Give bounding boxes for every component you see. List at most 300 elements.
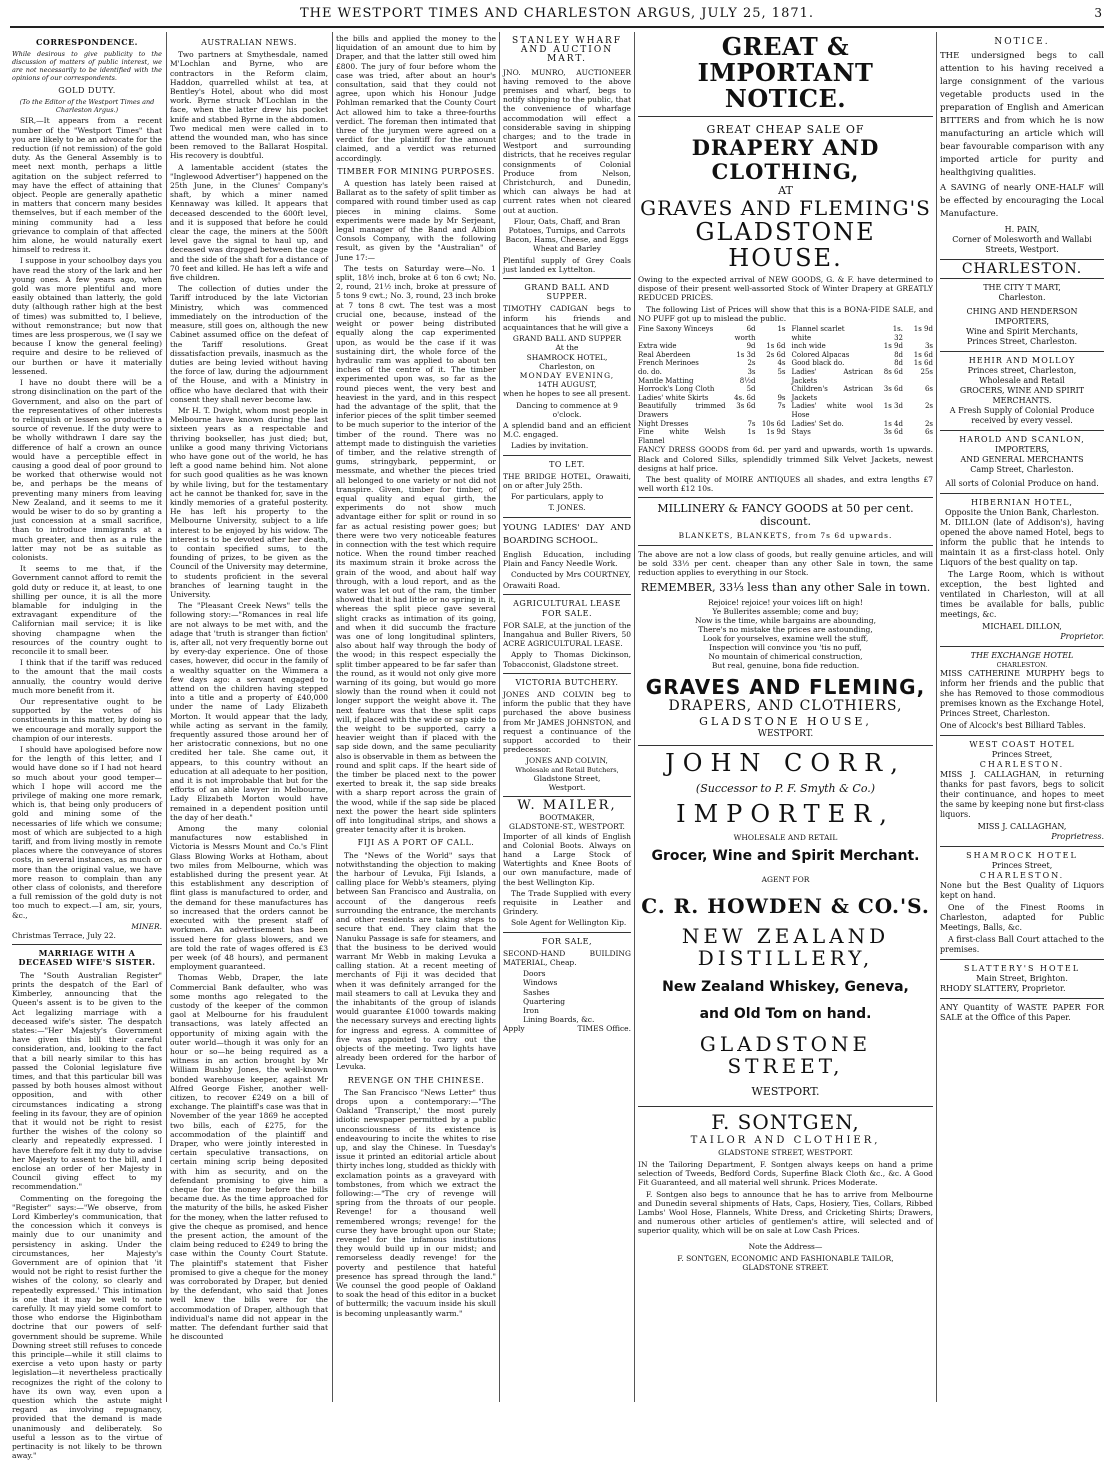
ad-text: TIMOTHY CADIGAN begs to inform his friends and acquaintances that he will give a bbox=[503, 304, 631, 332]
price-item: French Merinoes bbox=[638, 359, 699, 368]
column-news-continued bbox=[336, 34, 496, 1394]
price-value: 2s bbox=[924, 402, 933, 411]
ad-text: REMEMBER, 33⅓ less than any other Sale in town. bbox=[640, 581, 931, 595]
ad-title-stanley-wharf: STANLEY WHARF AND AUCTION MART. bbox=[511, 36, 623, 65]
price-row bbox=[792, 428, 934, 437]
article-paragraph: I suppose in your schoolboy days you have read the story of the lark and her young ones. A few years ago, when gold was more plentiful and more easily obtained than latterly, the gold duty (although rather high at the best of times) was submitted to, I believe, without remonstrance; but now that times are less prosperous, we (I say we because I know the general feeling) require and desire to be relieved of our burthen or have it materially lessened. bbox=[12, 256, 162, 376]
article-title: MARRIAGE WITH A DECEASED WIFE'S SISTER. bbox=[18, 948, 156, 968]
price-value: 2s bbox=[924, 419, 933, 428]
ad-text: A first-class Ball Court attached to the premises. bbox=[940, 935, 1104, 954]
ad-text: BOOTMAKER, bbox=[539, 813, 595, 823]
ad-text: THE CITY T MART, bbox=[983, 283, 1061, 292]
ad-text: Proprietress. bbox=[1051, 832, 1104, 841]
ad-text: A splendid band and an efficient M.C. engaged. bbox=[503, 420, 631, 440]
price-value: 1s 4d bbox=[883, 419, 903, 428]
column-divider bbox=[634, 32, 635, 1402]
ad-text: Grocer, Wine and Spirit Merchant. bbox=[651, 848, 920, 865]
divider bbox=[940, 735, 1104, 736]
masthead bbox=[0, 0, 1114, 26]
divider bbox=[940, 259, 1104, 260]
ad-text: BLANKETS, BLANKETS, from 7s 6d upwards. bbox=[678, 531, 893, 541]
divider bbox=[638, 1106, 933, 1107]
ad-text: M. DILLON (late of Addison's), having opened the above named Hotel, begs to inform the public that he intends to maintain it as a first-class hotel. Only Liquors of the best quality on tap. bbox=[940, 518, 1104, 567]
ad-text: One of Alcock's best Billiard Tables. bbox=[940, 721, 1086, 730]
divider bbox=[940, 646, 1104, 647]
price-value: 3s 6d bbox=[883, 428, 903, 437]
price-value: 3s 6d bbox=[736, 402, 756, 411]
newspaper-title: THE WESTPORT TIMES AND CHARLESTON ARGUS, JULY 25, 1871. bbox=[299, 6, 815, 21]
news-paragraph: Among the many colonial manufactures now established in Victoria is Messrs Mount and Co.'s Flint Glass Blowing Works at Hotham, about two miles from Melbourne, which was established during the present year. At this establishment any description of flint glass is manufactured to order, and the demand for these manufactures has so increased that the orders cannot be executed with the present staff of workmen. An advertisement has been issued here for glass blowers, and we are told the rate of wages offered is £3 per week (of 48 hours), and permanent employment guaranteed. bbox=[170, 824, 328, 972]
ad-title-for-sale: FOR SALE, bbox=[541, 936, 593, 946]
price-row bbox=[792, 334, 934, 343]
price-value: 1s 9d bbox=[766, 428, 786, 437]
sale-item: Sashes bbox=[523, 987, 550, 997]
ad-text: GROCERS, WINE AND SPIRIT bbox=[959, 386, 1085, 395]
price-value: 1s 6d bbox=[913, 359, 933, 368]
price-value: 5s bbox=[777, 367, 786, 376]
price-value: 9d bbox=[746, 342, 756, 351]
ad-text: Dancing to commence at 9 o'clock. bbox=[516, 400, 618, 419]
ad-text: JNO. MUNRO, AUCTIONEER having removed to the above premises and wharf, begs to notify shipping to the public, that the convenience of wharfage accommodation will effect a considerable saving in shipping charges; and to the trade in Westport and surrounding districts, that he receives regular consignments of Colonial Produce from Nelson, Christchurch, and Dunedin, which can always be had at current rates when not cleared out at auction. bbox=[503, 67, 631, 215]
ad-title-mailer: W. MAILER, bbox=[517, 798, 617, 814]
divider bbox=[638, 116, 933, 117]
ad-title-school: YOUNG LADIES' DAY AND BOARDING SCHOOL. bbox=[503, 522, 631, 546]
price-row bbox=[638, 359, 786, 368]
price-item: Fine white Welsh Flannel bbox=[638, 428, 726, 445]
verse-line: There's no mistake the prices are astounding, bbox=[698, 625, 873, 635]
ad-text: Gladstone Street, bbox=[533, 773, 601, 783]
column-small-ads bbox=[503, 34, 631, 1394]
ad-text: WESTPORT. bbox=[751, 1084, 820, 1098]
ad-text: HAROLD AND SCANLON, bbox=[959, 435, 1085, 444]
ad-text: Conducted by Mrs COURTNEY, bbox=[511, 569, 631, 579]
ad-text: The Large Room, which is without exception, the best lighted and ventilated in Charleston, will at all times be available for balls, public meetings, &c. bbox=[940, 570, 1104, 619]
ad-text: A Fresh Supply of Colonial Produce received by every vessel. bbox=[949, 406, 1095, 425]
price-value: 25s bbox=[920, 367, 933, 376]
ad-text: F. Sontgen also begs to announce that he has to arrive from Melbourne and Dunedin several shipments of Hats, Caps, Hosiery, Ties, Collars, Ribbed Lambs' Wool Hose, Flannels, White Dress, and Cricketing Shirts; Drawers, and numerous other articles of gentlemen's attire, will selected and of superior quality, which will be on sale at Low Cash Prices. bbox=[638, 1189, 933, 1236]
ad-text: Apply bbox=[503, 1024, 525, 1034]
verse-line: Rejoice! rejoice! your voices lift on high! bbox=[708, 598, 863, 608]
ad-text: DRAPERS, AND CLOTHIERS, bbox=[668, 698, 903, 715]
divider bbox=[940, 430, 1104, 431]
ad-title-grand-ball: GRAND BALL AND SUPPER. bbox=[524, 283, 610, 302]
column-divider bbox=[499, 32, 500, 1402]
ad-text: CHARLESTON. bbox=[979, 871, 1065, 880]
ad-text: English Education, including Plain and Fancy Needle Work. bbox=[503, 549, 631, 568]
price-value: 4s. 6d bbox=[734, 393, 756, 402]
ad-text: Plentiful supply of Grey Coals just landed ex Lyttelton. bbox=[503, 255, 631, 274]
price-list-left bbox=[638, 325, 786, 445]
price-value: 1s bbox=[747, 428, 756, 437]
divider bbox=[503, 455, 631, 456]
price-value: 2s 6d bbox=[766, 350, 786, 359]
ad-headline-notice: GREAT & IMPORTANT NOTICE. bbox=[697, 32, 874, 113]
price-item: Mantle Matting bbox=[638, 376, 694, 385]
article-title: REVENGE ON THE CHINESE. bbox=[347, 1075, 485, 1085]
article-title: GOLD DUTY. bbox=[58, 86, 116, 96]
price-value: 6d worth bbox=[734, 325, 756, 342]
column-divider bbox=[936, 32, 937, 1402]
ad-text: MERCHANTS. bbox=[992, 396, 1052, 405]
price-item: do. do. bbox=[638, 367, 662, 376]
news-paragraph: The collection of duties under the Tariff introduced by the late Victorian Ministry, which was commenced immediately on the introduction of the measure, still goes on, although the new Cabinet assumed office on the defeat of the Tariff resolutions. Great dissatisfaction prevails, inasmuch as the duties are being levied without having the force of law, during the adjournment of the House, and with a Ministry in office who have declared that with their consent they shall never become law. bbox=[170, 284, 328, 404]
price-value: 8d bbox=[894, 350, 903, 359]
ad-text: GLADSTONE STREET, WESTPORT. bbox=[718, 1147, 853, 1157]
ad-headline-howden: C. R. HOWDEN & CO.'S. bbox=[641, 893, 930, 918]
ad-text: Main Street, Brighton. bbox=[976, 974, 1068, 983]
ad-text: Westport. bbox=[548, 782, 586, 792]
article-paragraph: It seems to me that, if the Government cannot afford to remit the gold duty or reduce it, at least, to one shilling per ounce, it is all the more blamable for indulging in the extravagant expenditure of the Californian mail service; it is like shoving champagne when the resources of the country ought to reconcile it to small beer. bbox=[12, 564, 162, 656]
price-row bbox=[638, 368, 786, 377]
news-paragraph: The San Francisco "News Letter" thus drops upon a contemporary:—"The Oakland 'Transcript,' the most purely idiotic newspaper permitted by a public unconsciousness of its existence is endeavouring to incite the whites to rise up, and slay the Chinese. In Tuesday's issue it printed an editorial article about thirty inches long, studded as thickly with exclamation points as a graveyard with tombstones, from which we extract the following:—"The cry of revenge will spring from the throats of our people. Revenge! for a thousand well remembered wrongs; revenge! for the curse they have brought upon our State; revenge! for the infamous institutions they would build up in our midst; and remorseless deadly revenge! for the poverty and pestilence that hateful presence has spread through the land." We counsel the good people of Oakland to soak the head of this editor in a bucket of buttermilk; the vacuum inside his skull is becoming unpleasantly warm." bbox=[336, 1087, 497, 1318]
verse-line: Look for yourselves, examine well the stuff, bbox=[702, 634, 869, 644]
ad-headline-distillery: NEW ZEALAND DISTILLERY, bbox=[681, 923, 890, 970]
column-australian-news bbox=[170, 34, 328, 1394]
ad-text: Princes Street, bbox=[991, 861, 1053, 870]
price-row bbox=[638, 420, 786, 429]
price-value: 1s 3d bbox=[736, 350, 756, 359]
ad-text: Apply to Thomas Dickinson, Tobacconist, Gladstone street. bbox=[503, 650, 631, 669]
section-heading: CORRESPONDENCE. bbox=[36, 37, 138, 47]
ad-text: FOR SALE, at the junction of the Inangahua and Buller Rivers, 50 ACRE AGRICULTURAL LEASE. bbox=[503, 620, 631, 649]
news-paragraph: Mr H. T. Dwight, whom most people in Melbourne have known during the last sixteen years as a respectable and thriving bookseller, has just died; but, unlike a good many thriving Victorians who have gone out of the world, he has left a good name behind him. Not alone for such good qualities as he was known by while living, but for the testamentary act he cannot be thanked for, save in the kindly memories of a grateful posterity. He has left his property to the Melbourne University, subject to a life interest to be enjoyed by his widow. The interest is to be devoted after her death, to contain specified sums, to the founding of prizes, to be given as the Council of the University may determine, to students proficient in the several branches of learning taught in the University. bbox=[170, 405, 328, 599]
ad-text: when he hopes to see all present. bbox=[503, 389, 631, 399]
ad-text: Proprietor. bbox=[1060, 632, 1104, 641]
divider bbox=[940, 351, 1104, 352]
divider bbox=[940, 846, 1104, 847]
ad-headline-graves-fleming: GRAVES AND FLEMING, bbox=[645, 675, 926, 700]
price-row bbox=[638, 402, 786, 419]
sale-item: Doors bbox=[523, 969, 546, 979]
ad-text: SECOND-HAND BUILDING MATERIAL, Cheap. bbox=[503, 948, 631, 968]
price-item: white bbox=[791, 333, 812, 342]
ad-headline-gladstone-house: GLADSTONE HOUSE. bbox=[695, 218, 876, 272]
letter-place-date: Christmas Terrace, July 22. bbox=[12, 931, 116, 941]
ad-text: MILLINERY & FANCY GOODS at 50 per cent. discount. bbox=[657, 502, 914, 529]
ad-headline-john-corr: JOHN CORR, bbox=[665, 749, 906, 778]
ad-text: CHARLESTON. bbox=[996, 661, 1048, 669]
letter-signature: MINER. bbox=[131, 921, 162, 931]
ad-text: WESTPORT. bbox=[757, 729, 814, 740]
price-item: Ladies' white Skirts bbox=[638, 393, 709, 402]
ad-text: At the bbox=[555, 343, 579, 353]
article-title: TIMBER FOR MINING PURPOSES. bbox=[337, 166, 495, 176]
column-divider bbox=[166, 32, 167, 1402]
ad-text: TIMES Office. bbox=[577, 1024, 631, 1034]
ad-title-lease: AGRICULTURAL LEASE FOR SALE. bbox=[513, 599, 621, 618]
price-item: Extra wide bbox=[638, 342, 677, 351]
price-item: Real Aberdeen bbox=[638, 350, 691, 359]
news-paragraph: The tests on Saturday were—No. 1 split, 18½ inch, broke at 6 ton 6 cwt; No. 2, round, 21½ inch, broke at pressure of 5 tons 9 cwt.; No. 3, round, 23 inch broke at 7 tons 8 cwt. The test was a most crucial one, because, instead of the weight or power being distributed equally along the cap experimented upon, as would be the case if it was sustaining dirt, the whole force of the hydraulic ram was applied to about ten inches of the centre of it. The timber experimented upon was, so far as the round pieces went, the very best and heaviest in the yard, and in this respect had the advantage of the split, that the inferior pieces of the split timber seemed to be much superior to the interior of the timber of the round. There was no attempt made to distinguish the varieties of timber, and the relative strength of gums, stringybark, peppermint, or messmate, and whether the pieces tried all belonged to one variety or not did not transpire. Given, timber for timber, of equal quality and equal girth, the experiments do not show much advantage either for split or round in so far as actual resisting power goes; but there were two very noticeable features in connection with the test which require notice. When the round timber reached its maximum strain it broke across the grain of the wood, and about half way through, with a loud report, and as the water was let out of the ram, the timber showed that it had little or no spring in it, whereas the split piece gave several slight cracks as intimation of its going, and when it did succumb the fracture was one of long longitudinal splinters, also about half way through the body of the wood; in this respect especially the split timber appeared to be far safer than the round, as it would not only give more warning of its going, but would go more slowly than the round when it could not longer support the weight above it. The next feature was that these split caps will, if placed with the wide or sap side to the weight to be supported, carry a heavier weight than if placed with the sap side down, and the same peculiarity also is observable in them as between the round and split caps. If the heart side of the timber be placed next to the power exerted to break it, the sap side breaks with a sharp report across the grain of the wood, while if the sap side be placed next the power the heart side splinters off into longitudinal strips, and shows a greater tenacity after it is broken. bbox=[336, 263, 496, 835]
ad-text: THE undersigned begs to call attention to his having received a large consignment of the various vegetable products used in the preparation of English and American BITTERS and from which he is now manufacturing an article which will bear favourable comparison with any imported article for purity and healthgiving qualities. bbox=[940, 51, 1104, 178]
price-item: Night Dresses bbox=[638, 419, 689, 428]
price-item: Ladies' Astrican Jackets bbox=[791, 367, 873, 385]
divider bbox=[503, 796, 631, 797]
price-item: Beautifully trimmed Drawers bbox=[638, 402, 726, 419]
article-paragraph: SIR,—It appears from a recent number of the "Westport Times" that you are likely to be an advocate for the reduction (if not remission) of the gold duty. As the General Assembly is to meet next month, perhaps a little agitation on the subject referred to may have the effect of attaining that object. People are generally apathetic in matters that concern many besides themselves, but if each member of the mining community had a less grievance to complain of that affected him alone, he would naturally exert himself to redress it. bbox=[12, 116, 162, 255]
ad-title-butchery: VICTORIA BUTCHERY. bbox=[515, 677, 619, 687]
price-value: 8s 6d bbox=[883, 367, 903, 376]
verse-line: But real, genuine, bona fide reduction. bbox=[711, 661, 860, 671]
ad-text: Princes street, Charleston, bbox=[967, 366, 1077, 375]
news-paragraph: The "News of the World" says that notwithstanding the objection to making the harbour of Levuka, Fiji Islands, a calling place for Webb's steamers, plying between San Francisco and Australia, on account of the dangerous reefs surrounding the entrance, the merchants and other residents are taking steps to secure that end. They claim that the Nanuku Passage is safe for steamers, and that the business to be derived would warrant Mr Webb in making Levuka a calling station. At a recent meeting of merchants of Fiji it was decided that when it was definitely arranged for the mail steamers to call at Levuka they and the inhabitants of the group of islands would guarantee £1000 towards making the necessary surveys and erecting lights for ingress and egress. A committee of five was appointed to carry out the objects of the meeting. Two lights have already been ordered for the harbor of Levuka. bbox=[336, 850, 496, 1072]
ad-text: and Old Tom on hand. bbox=[699, 1005, 872, 1022]
ad-text: SLATTERY'S HOTEL bbox=[963, 964, 1081, 973]
news-paragraph: A question has lately been raised at Ballarat as to the safety of split timber as compared with round timber used as cap pieces in mining claims. Some experiments were made by Mr Serjeant, legal manager of the Band and Albion Consols Company, with the following result, as given by the "Australian" of June 17:— bbox=[336, 179, 496, 262]
price-value: 1s 9d bbox=[883, 342, 903, 351]
ad-headline-graves: GRAVES AND FLEMING'S bbox=[640, 196, 931, 220]
price-value: 1s 3d bbox=[883, 402, 903, 411]
sale-item: Windows bbox=[523, 978, 558, 988]
news-paragraph: Thomas Webb, Draper, the late Commercial Bank defaulter, who was some months ago relegated to the custody of the keeper of the common gaol at Melbourne for his fraudulent transactions, was lately affected an opportunity of mixing again with the outer world—though it was only for an hour or so—he being required as a witness in an action brought by Mr William Bushby Jones, the well-known bonded warehouse keeper, against Mr Alfred George Fisher, another well-citizen, to recover £249 on a bill of exchange. The plaintiff's case was that in November of the year 1869 he accepted two bills, each of £275, for the accommodation of the plaintiff and Draper, who were jointly interested in certain speculative transactions, on certain mining scrip being deposited with him as security, and on the defendant promising to give him a cheque for the money before the bills became due. As the time approached for the maturity of the bills, he asked Fisher for the money, when the latter refused to give the cheque as promised, and hence the present action, the amount of the claim being reduced to £249 to bring the case within the County Court Statute. The plaintiff's statement that Fisher promised to give a cheque for the money was corroborated by Draper, but denied by the defendant, who said that Jones well knew the bills were for the accommodation of Draper, although that individual's name did not appear in the matter. The defendant further said that he discounted bbox=[170, 973, 328, 1342]
ad-text: JONES AND COLVIN, bbox=[526, 756, 608, 766]
price-row bbox=[792, 385, 934, 402]
verse-line: No mountain of chimerical construction, bbox=[708, 652, 863, 662]
price-value: 3s bbox=[747, 367, 756, 376]
price-value bbox=[756, 385, 786, 394]
price-item: Ladies' Set do. bbox=[791, 419, 844, 428]
ad-text: HIBERNIAN HOTEL, bbox=[971, 498, 1073, 507]
ad-text: TAILOR AND CLOTHIER, bbox=[690, 1134, 881, 1146]
price-row bbox=[792, 420, 934, 429]
ad-text: Corner of Molesworth and Wallabi Streets, Westport. bbox=[952, 235, 1092, 254]
price-item: Flannel scarlet bbox=[791, 325, 845, 334]
section-heading: CHARLESTON. bbox=[961, 261, 1083, 277]
ad-text: MONDAY EVENING, bbox=[519, 370, 615, 380]
price-item: Children's Astrican Jackets bbox=[791, 385, 873, 402]
ad-text: AND GENERAL MERCHANTS bbox=[960, 455, 1084, 464]
ad-headline-drapery: DRAPERY AND CLOTHING, bbox=[691, 135, 880, 184]
price-value: 3s bbox=[924, 342, 933, 351]
price-row bbox=[638, 342, 786, 351]
divider bbox=[503, 594, 631, 595]
sale-item: Quartering bbox=[523, 996, 566, 1006]
price-value: 1s 6d bbox=[766, 342, 786, 351]
ad-text: Sole Agent for Wellington Kip. bbox=[511, 918, 627, 928]
page-number: 3 bbox=[1094, 6, 1102, 20]
divider bbox=[638, 497, 933, 498]
divider bbox=[940, 493, 1104, 494]
ad-text: MICHAEL DILLON, bbox=[982, 622, 1062, 631]
price-item: Good black do. bbox=[791, 359, 845, 368]
ad-text: (Successor to P. F. Smyth & Co.) bbox=[695, 782, 876, 796]
divider bbox=[503, 517, 631, 518]
price-value: 5d bbox=[746, 385, 756, 394]
ad-text: Orawaiti Road. bbox=[503, 581, 561, 591]
editorial-notice: While desirous to give publicity to the discussion of matters of public interest, we are not necessarily to be identified with the opinions of our correspondents. bbox=[12, 50, 162, 83]
ad-text: AGENT FOR bbox=[761, 875, 810, 885]
ad-verse bbox=[638, 598, 933, 670]
ad-text: FANCY DRESS GOODS from 6d. per yard and upwards, worth 1s upwards. Black and Colored Silks, splendidly trimmed Silk Velvet Jackets, newest designs at half price. bbox=[638, 445, 933, 473]
ad-text: For particulars, apply to bbox=[511, 492, 604, 502]
sale-item: Iron bbox=[523, 1006, 539, 1016]
ad-text: MISS CATHERINE MURPHY begs to inform her friends and the public that she has Removed to those commodious premises known as the Exchange Hotel, Princes Street, Charleston. bbox=[940, 669, 1104, 718]
ad-text: New Zealand Whiskey, Geneva, bbox=[662, 978, 909, 995]
news-paragraph: A lamentable accident (states the "Inglewood Advertiser") happened on the 25th June, in the Clunes' Company's shaft, by which a miner named Kennaway was killed. It appears that deceased descended to the 600ft level, and it is supposed that before he could clear the cage, the miners at the 500ft level gave the signal to haul up, and deceased was dragged between the cage and the side of the shaft for a distance of 70 feet and killed. He has left a wife and five children. bbox=[170, 162, 328, 283]
masthead-rule bbox=[10, 26, 1104, 28]
ad-text: AT bbox=[778, 184, 793, 197]
verse-line: Inspection will convince you 'tis no puff, bbox=[709, 643, 862, 653]
article-addressee: (To the Editor of the Westport Times and Charleston Argus.) bbox=[19, 98, 155, 115]
ad-text: GLADSTONE STREET, bbox=[699, 1031, 872, 1078]
column-large-ads bbox=[638, 34, 933, 1394]
ad-text: JONES AND COLVIN beg to inform the public that they have purchased the above business from Mr JAMES JOHNSTON, and request a continuance of the support accorded to their predecessor. bbox=[503, 689, 631, 755]
price-row bbox=[792, 359, 934, 368]
price-value: 1s 9d bbox=[913, 325, 933, 334]
ad-text: SHAMROCK HOTEL, bbox=[526, 352, 608, 362]
ad-text: Wine and Spirit Merchants, bbox=[965, 327, 1079, 336]
price-row bbox=[638, 377, 786, 386]
divider bbox=[940, 959, 1104, 960]
ad-text: The above are not a low class of goods, but really genuine articles, and will be sold 33⅓ per cent. cheaper than any other Sale in town, the same reduction applies to everything in our Stock. bbox=[638, 549, 933, 577]
ad-text: RHODY SLATTERY, Proprietor. bbox=[940, 984, 1066, 993]
price-row bbox=[638, 325, 786, 342]
price-list bbox=[638, 325, 933, 445]
price-value: 1s bbox=[777, 325, 786, 334]
ad-title-notice: NOTICE. bbox=[994, 37, 1050, 47]
price-row bbox=[792, 325, 934, 334]
ad-text: WHOLESALE AND RETAIL bbox=[733, 833, 838, 843]
ad-text: GLADSTONE STREET. bbox=[742, 1263, 829, 1272]
ad-text: Princes Street, Charleston. bbox=[966, 337, 1078, 346]
price-row bbox=[792, 342, 934, 351]
price-item: inch wide bbox=[791, 342, 826, 351]
price-value: 2s bbox=[747, 359, 756, 368]
article-paragraph: The "South Australian Register" prints the despatch of the Earl of Kimberley, announcing that the Queen's assent is to be given to the Act legalizing marriage with a deceased wife's sister. The despatch states:—"Her Majesty's Government have given this bill their careful consideration, and, looking to the fact that a bill nearly similar to this has passed the Colonial legislature five times, and that this particular bill was passed by both houses almost without opposition, and with other circumstances indicating a strong feeling in its favour, they are of opinion that it would not be right to resist further the wishes of the colony so clearly and repeatedly expressed. I have therefore felt it my duty to advise her Majesty to assent to the bill, and I enclose an order of her Majesty in Council giving effect to my recommendation." bbox=[12, 970, 162, 1192]
price-value: 6s bbox=[924, 428, 933, 437]
divider bbox=[503, 278, 631, 279]
ad-text: MISS J. CALLAGHAN, bbox=[977, 822, 1067, 831]
price-item: Stays bbox=[791, 428, 811, 437]
price-value: 10s 6d bbox=[761, 419, 786, 428]
ad-text: CHING AND HENDERSON IMPORTERS, bbox=[966, 307, 1078, 326]
price-item: Fine Saxony Winceys bbox=[638, 325, 714, 334]
column-divider bbox=[332, 32, 333, 1402]
ad-text: Opposite the Union Bank, Charleston. bbox=[944, 508, 1100, 517]
price-value: 8d bbox=[894, 359, 903, 368]
column-correspondence bbox=[12, 34, 162, 1460]
news-paragraph: The "Pleasant Creek News" tells the following story:—"Romances in real life are not always to be met with, and the adage that 'truth is stranger than fiction' is, after all, not very frequently borne out by every-day experience. One of those cases, however, did occur in the family of a wealthy squatter on the Wimmera a few days ago: a servant engaged to attend on the children having stepped into a title and a property of £40,000 under the name of Lady Elizabeth Morton. It would appear that the lady, while acting as servant in the family, frequently assured those around her of her aristocratic connexions, but no one credited her tale. She came out, it appears, to this country without an education at all adequate to her position, and it is not improbable that but for the efforts of an able lawyer in Melbourne, Lady Elizabeth Morton would have remained in a dependent position until the day of her death." bbox=[170, 601, 328, 822]
ad-text: IN the Tailoring Department, F. Sontgen always keeps on hand a prime selection of Tweeds, Bedford Cords, Superfine Black Cloth &c., &c. A Good Fit Guaranteed, and all material well shrunk. Prices Moderate. bbox=[638, 1159, 933, 1188]
divider bbox=[503, 673, 631, 674]
ad-goods-list: Flour, Oats, Chaff, and Bran Potatoes, Turnips, and Carrots Bacon, Hams, Cheese, and Eggs Wheat and Barley bbox=[505, 216, 629, 254]
ad-text: The Trade Supplied with every requisite in Leather and Grindery. bbox=[503, 888, 631, 917]
price-row bbox=[638, 351, 786, 360]
divider bbox=[503, 932, 631, 933]
ad-text: GRAND BALL AND SUPPER bbox=[512, 334, 622, 344]
divider bbox=[940, 998, 1104, 999]
price-row bbox=[792, 402, 934, 419]
divider bbox=[12, 944, 162, 945]
price-value: 6s bbox=[924, 385, 933, 394]
ad-text: Importer of all kinds of English and Colonial Boots. Always on hand a Large Stock of Watertights and Knee Boots of our own manufacture, made of the best Wellington Kip. bbox=[503, 831, 631, 887]
price-list-right bbox=[792, 325, 934, 437]
price-value: 4s bbox=[777, 359, 786, 368]
ad-text: HEHIR AND MOLLOY bbox=[968, 356, 1076, 365]
divider bbox=[638, 745, 933, 746]
price-value bbox=[756, 377, 786, 386]
divider bbox=[940, 278, 1104, 279]
ad-text: IMPORTERS, bbox=[994, 445, 1050, 454]
price-value: 32 bbox=[894, 333, 903, 342]
article-paragraph: I have no doubt there will be a strong disinclination on the part of the Government, and also on the part of the representatives of other interests to relinquish or lessen so productive a source of revenue. If the duty were to be wholly withdrawn I dare say the difference of half a crown an ounce would have a perceptible effect in causing a good deal of poor ground to be worked that otherwise would not be, and perhaps be the means of preventing many miners from leaving New Zealand, and it seems to me it would be wiser to do so by granting a just concession at a small sacrifice, than to introduce immigrants at a much greater, and then as a rule the latter may not be as suitable as colonists. bbox=[12, 378, 162, 562]
sale-item: Lining Boards, &c. bbox=[523, 1015, 595, 1025]
ad-text: Charleston. bbox=[998, 293, 1046, 302]
column-notices bbox=[940, 34, 1104, 1394]
price-value: 7s bbox=[777, 402, 786, 411]
ad-text: SHAMROCK HOTEL bbox=[966, 851, 1078, 860]
ad-headline-sontgen: F. SONTGEN, bbox=[711, 1109, 860, 1134]
article-paragraph: I should have apologised before now for the length of this letter, and I would have done so if I had not heard so much about your good temper—which I hope will accord me the privilege of making one more remark, which is, that being only producers of gold and mining some of the necessaries of life which we consume; most of which are subjected to a high tariff, and from living mostly in remote places where the conveyance of stores costs, in several instances, as much or more than the original value, we have more reason to complain than any other class of colonists, and therefore a full remission of the gold duty is not too much to expect.—I am, sir, yours, &c., bbox=[12, 745, 162, 920]
ad-text: Charleston, on bbox=[539, 361, 595, 371]
price-row bbox=[792, 351, 934, 360]
section-heading: AUSTRALIAN NEWS. bbox=[201, 38, 297, 47]
price-value: 9s bbox=[777, 393, 786, 402]
ad-text: ANY Quantity of WASTE PAPER FOR SALE at the Office of this Paper. bbox=[940, 1003, 1104, 1022]
ad-text: Princes Street, bbox=[991, 750, 1053, 759]
price-value: 7s bbox=[747, 419, 756, 428]
ad-text: All sorts of Colonial Produce on hand. bbox=[945, 479, 1099, 488]
price-value: 8½d bbox=[739, 376, 756, 385]
ad-text: GREAT CHEAP SALE OF bbox=[706, 123, 865, 136]
ad-text: THE EXCHANGE HOTEL bbox=[970, 651, 1074, 660]
ad-text: CHARLESTON. bbox=[979, 760, 1065, 769]
ad-text: GLADSTONE HOUSE, bbox=[699, 715, 872, 729]
article-paragraph: Commenting on the foregoing the "Register" says:—"We observe, from Lord Kimberley's communication, that the concession which it conveys is mainly due to our unanimity and persistency in asking. Under the circumstances, her Majesty's Government are of opinion that 'it would not be right to resist further the wishes of the colony, so clearly and repeatedly expressed.' This intimation is one that it may be well to note carefully. It may yield some comfort to those who endorse the Higinbotham doctrine that our powers of self-government should be supreme. While Downing street still refuses to concede this principle—while it still claims to exercise a veto upon hasty or party legislation—it nevertheless practically recognizes the right of the colony to have its own way, even upon a question which the astute might regard as involving repugnancy, provided that the demand is made unanimously and deliberately. So useful a lesson as to the virtue of pertinacity is not likely to be thrown away." bbox=[12, 1193, 162, 1460]
divider bbox=[638, 545, 933, 546]
ad-text: Note the Address— bbox=[748, 1241, 823, 1251]
ad-text: WEST COAST HOTEL bbox=[969, 740, 1075, 749]
ad-text: The following List of Prices will show that this is a BONA-FIDE SALE, and NO PUFF got up to mislead the public. bbox=[638, 304, 933, 323]
article-paragraph: Our representative ought to be supported by the votes of his constituents in this matter, by doing so we encourage and morally support the champion of our interests. bbox=[12, 697, 162, 743]
verse-line: Ye Bullerites assemble; come and buy; bbox=[712, 607, 859, 617]
ad-text: A SAVING of nearly ONE-HALF will be effected by encouraging the Local Manufacture. bbox=[940, 183, 1104, 219]
ad-text: One of the Finest Rooms in Charleston, adapted for Public Meetings, Balls, &c. bbox=[940, 903, 1104, 932]
price-value bbox=[903, 334, 933, 343]
ad-text: Camp Street, Charleston. bbox=[970, 465, 1074, 474]
ad-text: Wholesale and Retail bbox=[979, 376, 1065, 385]
price-item: Horrock's Long Cloth bbox=[638, 385, 715, 394]
verse-line: Now is the time, while bargains are abounding, bbox=[695, 616, 876, 626]
article-title: FIJI AS A PORT OF CALL. bbox=[357, 838, 475, 848]
news-paragraph: Two partners at Smythesdale, named M'Lochlan and Byrne, who are contractors in the Reform claim, Haddon, quarrelled whilst at tea, at Bentley's Hotel, about who did most work. Byrne struck M'Lochlan in the face, when the latter drew his pocket knife and stabbed Byrne in the abdomen. Two medical men were called in to attend the wounded man, who has since been removed to the Ballarat Hospital. His recovery is doubtful. bbox=[170, 50, 328, 161]
ad-text: None but the Best Quality of Liquors kept on hand. bbox=[940, 881, 1104, 900]
ad-headline-importer: IMPORTER, bbox=[676, 800, 895, 829]
ad-text: Ladies by invitation. bbox=[511, 441, 589, 451]
price-item: Colored Alpacas bbox=[791, 350, 850, 359]
price-value: 1s 6d bbox=[913, 350, 933, 359]
ad-text: Wholesale and Retail Butchers, bbox=[515, 765, 619, 774]
ad-text: Owing to the expected arrival of NEW GOODS, G. & F. have determined to dispose of their present well-assorted Stock of Winter Drapery at GREATLY REDUCED PRICES. bbox=[638, 275, 933, 303]
ad-text: H. PAIN, bbox=[1004, 225, 1040, 234]
price-row bbox=[638, 385, 786, 394]
price-row bbox=[638, 428, 786, 445]
ad-text: 14TH AUGUST, bbox=[537, 380, 597, 390]
ad-text: GLADSTONE-ST., WESTPORT. bbox=[509, 822, 625, 832]
price-row bbox=[792, 368, 934, 385]
ad-text: THE BRIDGE HOTEL, Orawaiti, on or after July 25th. bbox=[503, 471, 631, 490]
price-row bbox=[638, 394, 786, 403]
news-paragraph: the bills and applied the money to the liquidation of an amount due to him by Draper, and that the latter still owed him £800. The jury of four before whom the case was tried, after about an hour's consultation, said that they could not agree, upon which his Honour Judge Pohlman remarked that the County Court Act allowed him to take a three-fourths verdict. The foreman then intimated that three of the jurymen were agreed on a verdict for the plaintiff for the amount claimed, and a verdict was returned accordingly. bbox=[336, 34, 496, 163]
ad-text: The best quality of MOIRE ANTIQUES all shades, and extra lengths £7 well worth £12 10s. bbox=[638, 474, 933, 494]
ad-text: MISS J. CALLAGHAN, in returning thanks for past favors, begs to solicit their continuance, and hopes to meet the same by keeping none but first-class liquors. bbox=[940, 770, 1105, 819]
ad-text: F. SONTGEN, ECONOMIC AND FASHIONABLE TAILOR, bbox=[677, 1253, 894, 1263]
price-value: 3s 6d bbox=[883, 385, 903, 394]
article-paragraph: I think that if the tariff was reduced to the amount that the mail costs annually, the country would derive much more benefit from it. bbox=[12, 658, 162, 695]
price-value: 1s. bbox=[892, 325, 903, 334]
price-item: Ladies' white wool Hose bbox=[791, 402, 873, 419]
ad-text: T. JONES. bbox=[548, 503, 586, 513]
